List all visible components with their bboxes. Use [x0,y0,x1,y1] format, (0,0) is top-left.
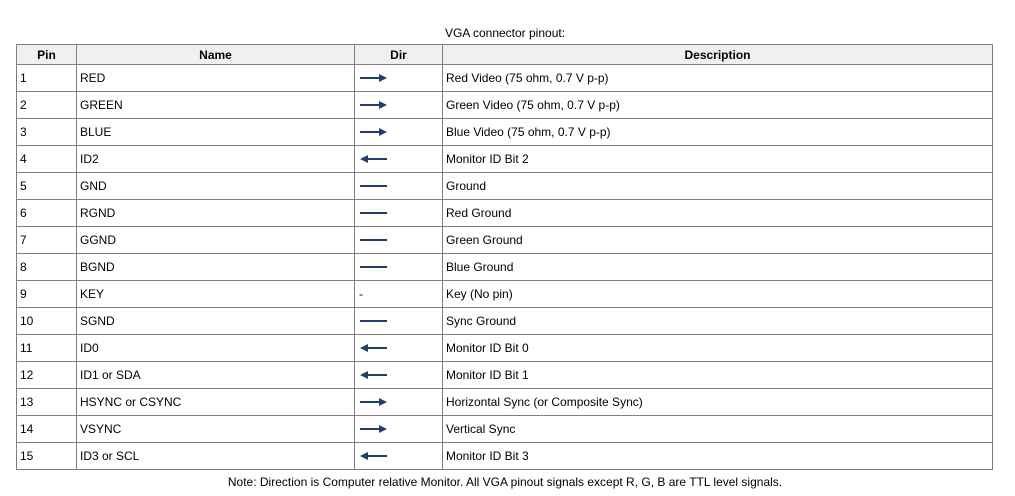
footnote: Note: Direction is Computer relative Monitor. All VGA pinout signals except R, G, B are TTL level signals. [227,475,783,489]
description-cell: Monitor ID Bit 3 [443,443,993,470]
name-cell: SGND [77,308,355,335]
table-row [17,254,993,281]
description-cell: Ground [443,173,993,200]
arrow-right-icon [359,100,389,110]
description-cell: Monitor ID Bit 1 [443,362,993,389]
dir-cell [355,65,443,92]
dash-icon [359,262,389,272]
description-cell: Horizontal Sync (or Composite Sync) [443,389,993,416]
table-row [17,227,993,254]
name-cell: BLUE [77,119,355,146]
header-dir: Dir [355,45,443,65]
dir-cell [355,254,443,281]
description-cell: Vertical Sync [443,416,993,443]
pin-cell: 8 [17,254,77,281]
dash-icon [359,181,389,191]
pinout-table [16,44,993,470]
table-row [17,92,993,119]
table-row [17,389,993,416]
pin-cell: 14 [17,416,77,443]
description-cell: Sync Ground [443,308,993,335]
dir-cell [355,173,443,200]
dir-text: - [359,287,363,301]
name-cell: ID0 [77,335,355,362]
pin-cell: 15 [17,443,77,470]
description-cell: Red Video (75 ohm, 0.7 V p-p) [443,65,993,92]
table-row [17,281,993,308]
description-cell: Red Ground [443,200,993,227]
description-cell: Monitor ID Bit 2 [443,146,993,173]
header-pin: Pin [17,45,77,65]
description-cell: Key (No pin) [443,281,993,308]
header-description: Description [443,45,993,65]
arrow-left-icon [359,154,389,164]
name-cell: HSYNC or CSYNC [77,389,355,416]
dir-cell [355,119,443,146]
table-caption: VGA connector pinout: [444,26,566,40]
name-cell: GREEN [77,92,355,119]
table-body [17,65,993,470]
pin-cell: 1 [17,65,77,92]
pin-cell: 9 [17,281,77,308]
arrow-right-icon [359,73,389,83]
arrow-left-icon [359,343,389,353]
description-cell: Green Ground [443,227,993,254]
dir-cell [355,227,443,254]
table-row [17,65,993,92]
pin-cell: 5 [17,173,77,200]
dash-icon [359,235,389,245]
arrow-right-icon [359,397,389,407]
arrow-left-icon [359,451,389,461]
table-row [17,146,993,173]
header-row [17,45,993,65]
pin-cell: 4 [17,146,77,173]
pin-cell: 13 [17,389,77,416]
dir-cell [355,281,443,308]
description-cell: Green Video (75 ohm, 0.7 V p-p) [443,92,993,119]
name-cell: GND [77,173,355,200]
dir-cell [355,146,443,173]
dir-cell [355,335,443,362]
arrow-right-icon [359,424,389,434]
pin-cell: 2 [17,92,77,119]
name-cell: ID2 [77,146,355,173]
name-cell: VSYNC [77,416,355,443]
table-row [17,308,993,335]
name-cell: BGND [77,254,355,281]
dir-cell [355,308,443,335]
description-cell: Blue Ground [443,254,993,281]
dir-cell [355,200,443,227]
table-row [17,119,993,146]
name-cell: KEY [77,281,355,308]
pin-cell: 12 [17,362,77,389]
pin-cell: 3 [17,119,77,146]
pin-cell: 6 [17,200,77,227]
header-name: Name [77,45,355,65]
dir-cell [355,92,443,119]
dash-icon [359,316,389,326]
table-row [17,416,993,443]
name-cell: RED [77,65,355,92]
table-row [17,173,993,200]
table-row [17,335,993,362]
pin-cell: 11 [17,335,77,362]
arrow-left-icon [359,370,389,380]
name-cell: GGND [77,227,355,254]
dir-cell [355,443,443,470]
table-row [17,200,993,227]
description-cell: Blue Video (75 ohm, 0.7 V p-p) [443,119,993,146]
description-cell: Monitor ID Bit 0 [443,335,993,362]
table-row [17,362,993,389]
name-cell: RGND [77,200,355,227]
table-row [17,443,993,470]
pin-cell: 10 [17,308,77,335]
pin-cell: 7 [17,227,77,254]
arrow-right-icon [359,127,389,137]
dir-cell [355,416,443,443]
name-cell: ID3 or SCL [77,443,355,470]
name-cell: ID1 or SDA [77,362,355,389]
dash-icon [359,208,389,218]
dir-cell [355,389,443,416]
dir-cell [355,362,443,389]
